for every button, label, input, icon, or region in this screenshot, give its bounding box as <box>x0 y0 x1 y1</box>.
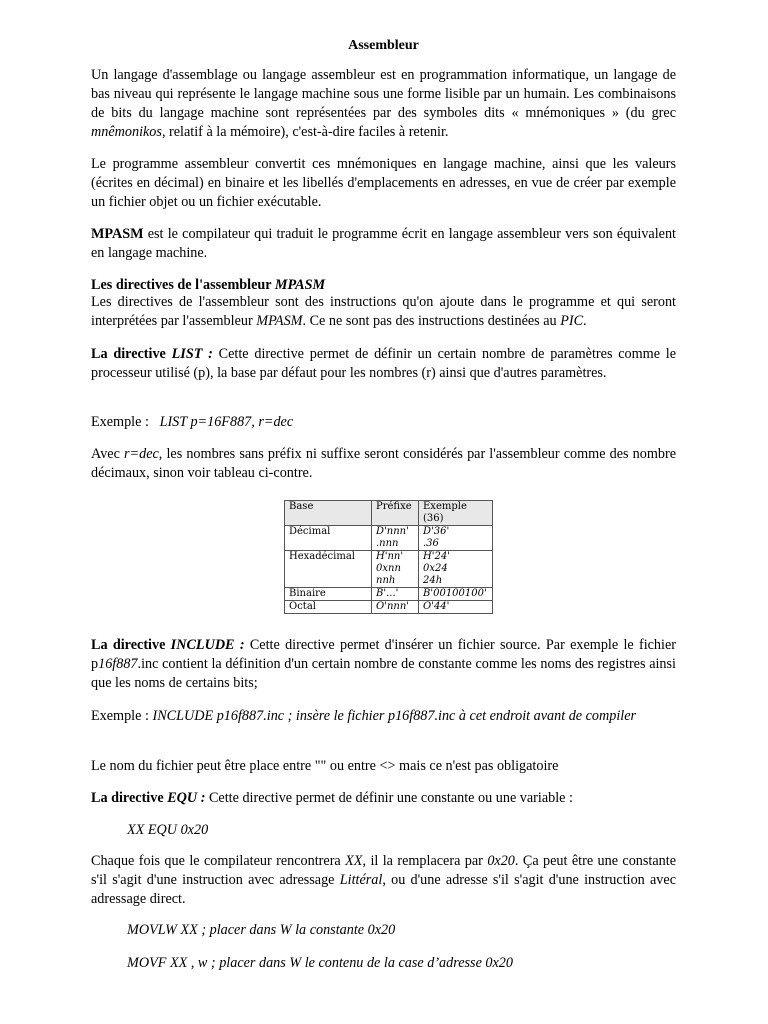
table-cell: D'nnn' .nnn <box>372 526 419 551</box>
list-example: Exemple : LIST p=16F887, r=dec <box>91 414 294 430</box>
equ-example: XX EQU 0x20 <box>127 822 209 838</box>
table-cell: Octal <box>285 601 372 614</box>
movlw-example: MOVLW XX ; placer dans W la constante 0x20 <box>127 922 396 938</box>
table-header-cell: Exemple (36) <box>419 501 493 526</box>
table-cell: B'...' <box>372 588 419 601</box>
mpasm-paragraph: MPASM est le compilateur qui traduit le programme écrit en langage assembleur vers son équivalent en langage machine. <box>91 226 676 261</box>
include-directive-paragraph: La directive INCLUDE : Cette directive permet d'insérer un fichier source. Par exemple le fichier p16f887.inc contient la définition d'un certain nombre de constante comme les noms des registres ainsi que les noms de certains bits; <box>91 637 676 691</box>
equ-directive-paragraph: La directive EQU : Cette directive permet de définir une constante ou une variable : <box>91 790 573 806</box>
table-cell: Décimal <box>285 526 372 551</box>
chaque-paragraph: Chaque fois que le compilateur rencontrera XX, il la remplacera par 0x20. Ça peut être une constante s'il s'agit d'une instruction avec adressage Littéral, ou d'une adresse s'il s'agit d'une instruction avec adressage direct. <box>91 853 676 907</box>
table-header-cell: Base <box>285 501 372 526</box>
table-row <box>285 526 493 551</box>
movf-example: MOVF XX , w ; placer dans W le contenu de la case d’adresse 0x20 <box>127 955 513 971</box>
table-cell: O'nnn' <box>372 601 419 614</box>
table-header-row <box>285 501 493 526</box>
table-cell: Binaire <box>285 588 372 601</box>
avec-paragraph: Avec r=dec, les nombres sans préfix ni suffixe seront considérés par l'assembleur comme des nombre décimaux, sinon voir tableau ci-contre. <box>91 446 676 481</box>
page-title: Assembleur <box>348 38 419 53</box>
table-cell: O'44' <box>419 601 493 614</box>
table-row <box>285 551 493 588</box>
table-header-cell: Préfixe <box>372 501 419 526</box>
directives-heading: Les directives de l'assembleur MPASM <box>91 277 326 293</box>
table-cell: H'24' 0x24 24h <box>419 551 493 588</box>
assembleur-paragraph: Le programme assembleur convertit ces mnémoniques en langage machine, ainsi que les valeurs (écrites en décimal) en binaire et les libellés d'emplacements en adresses, en vue de créer par exemple un fichier objet ou un fichier exécutable. <box>91 156 676 210</box>
intro-paragraph: Un langage d'assemblage ou langage assembleur est en programmation informatique, un langage de bas niveau qui représente le langage machine sous une forme lisible par un humain. Les combinaisons de bits du langage machine sont représentées par des symboles dits « mnémoniques » (du grec mnêmonikos, relatif à la mémoire), c'est-à-dire faciles à retenir. <box>91 67 676 140</box>
filename-note: Le nom du fichier peut être place entre "" ou entre <> mais ce n'est pas obligatoire <box>91 758 559 774</box>
table-cell: Hexadécimal <box>285 551 372 588</box>
table-cell: H'nn' 0xnn nnh <box>372 551 419 588</box>
directives-paragraph: Les directives de l'assembleur sont des instructions qu'on ajoute dans le programme et qui seront interprétées par l'assembleur MPASM. Ce ne sont pas des instructions destinées au PIC. <box>91 294 676 329</box>
table-row <box>285 601 493 614</box>
table-cell: D'36' .36 <box>419 526 493 551</box>
table-row <box>285 588 493 601</box>
list-directive-paragraph: La directive LIST : Cette directive permet de définir un certain nombre de paramètres comme le processeur utilisé (p), la base par défaut pour les nombres (r) ainsi que d'autres paramètres. <box>91 346 677 381</box>
include-example: Exemple : INCLUDE p16f887.inc ; insère le fichier p16f887.inc à cet endroit avant de compiler <box>91 708 637 724</box>
table-cell: B'00100100' <box>419 588 493 601</box>
number-base-table <box>284 500 493 614</box>
